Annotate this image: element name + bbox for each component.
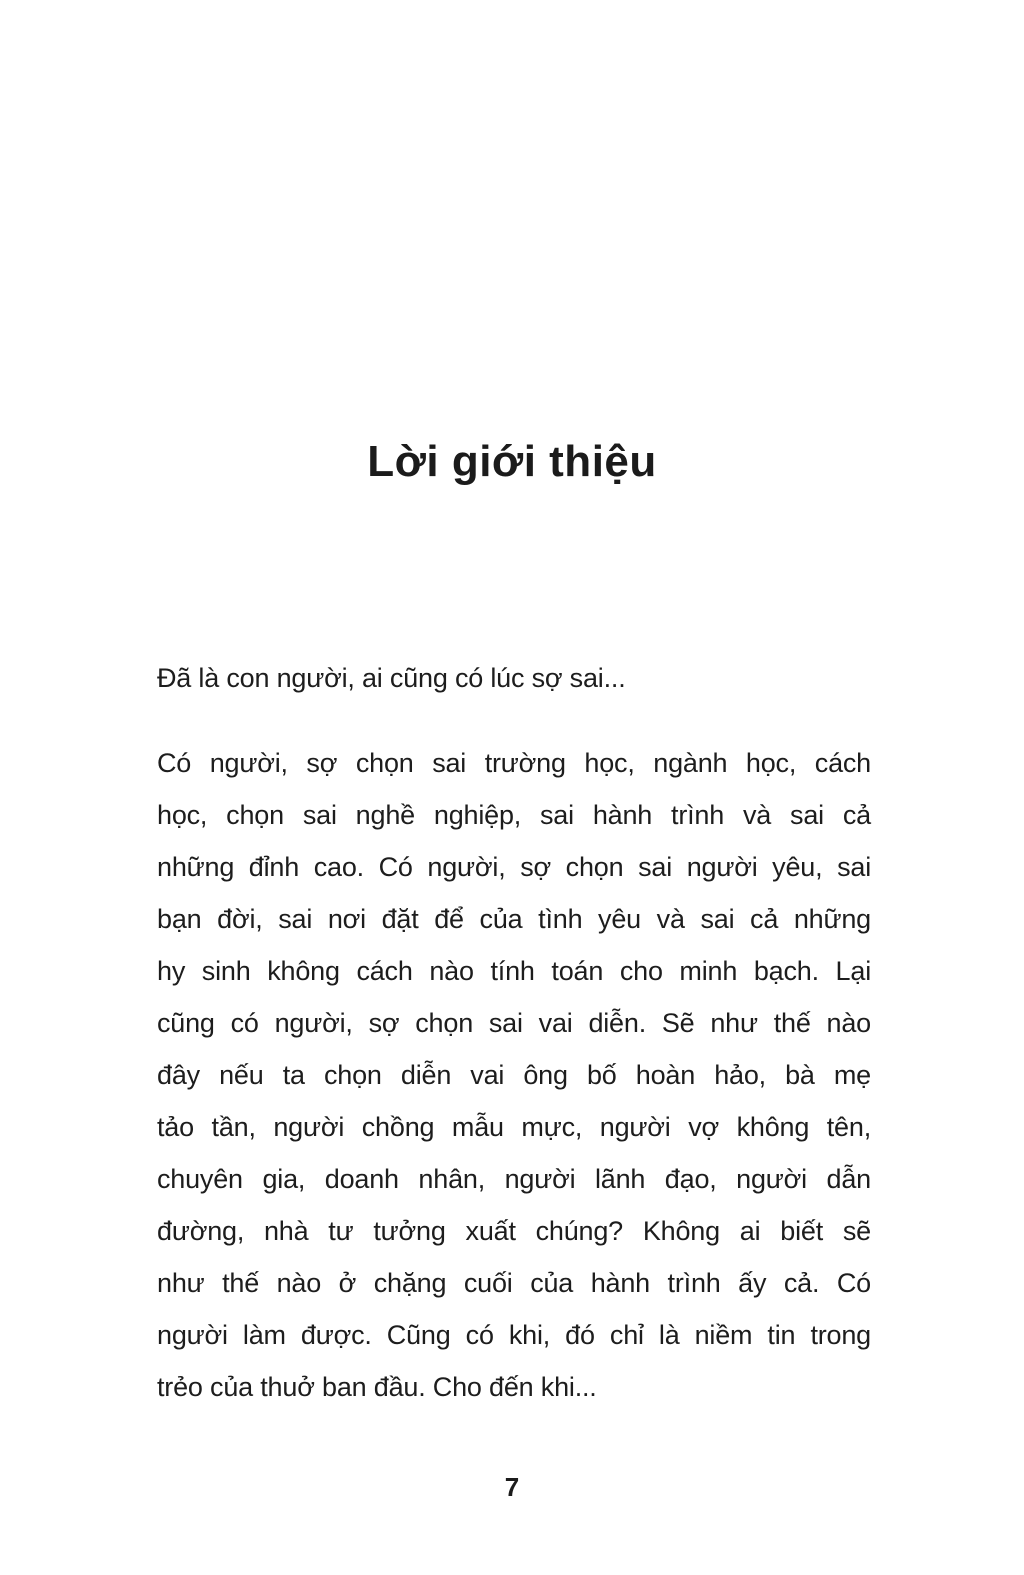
paragraph-line: đường, nhà tư tưởng xuất chúng? Không ai biết sẽ <box>157 1216 871 1246</box>
chapter-title: Lời giới thiệu <box>367 437 657 486</box>
paragraph-line: cũng có người, sợ chọn sai vai diễn. Sẽ như thế nào <box>157 1008 871 1038</box>
paragraph-line: người làm được. Cũng có khi, đó chỉ là niềm tin trong <box>157 1320 871 1350</box>
paragraph-line: bạn đời, sai nơi đặt để của tình yêu và sai cả những <box>157 904 871 934</box>
intro-line: Đã là con người, ai cũng có lúc sợ sai... <box>157 663 626 693</box>
paragraph-line: chuyên gia, doanh nhân, người lãnh đạo, người dẫn <box>157 1164 871 1194</box>
paragraph-line: trẻo của thuở ban đầu. Cho đến khi... <box>157 1372 597 1402</box>
paragraph-line: hy sinh không cách nào tính toán cho minh bạch. Lại <box>157 956 871 986</box>
paragraph-line: những đỉnh cao. Có người, sợ chọn sai người yêu, sai <box>157 852 871 882</box>
paragraph-line: đây nếu ta chọn diễn vai ông bố hoàn hảo, bà mẹ <box>157 1060 871 1090</box>
paragraph-line: học, chọn sai nghề nghiệp, sai hành trình và sai cả <box>157 800 871 830</box>
paragraph-line: tảo tần, người chồng mẫu mực, người vợ không tên, <box>157 1112 871 1142</box>
paragraph-line: Có người, sợ chọn sai trường học, ngành học, cách <box>157 748 871 778</box>
body-paragraph <box>157 737 871 1413</box>
paragraph-line: như thế nào ở chặng cuối của hành trình ấy cả. Có <box>157 1268 871 1298</box>
page-number: 7 <box>504 1472 520 1502</box>
